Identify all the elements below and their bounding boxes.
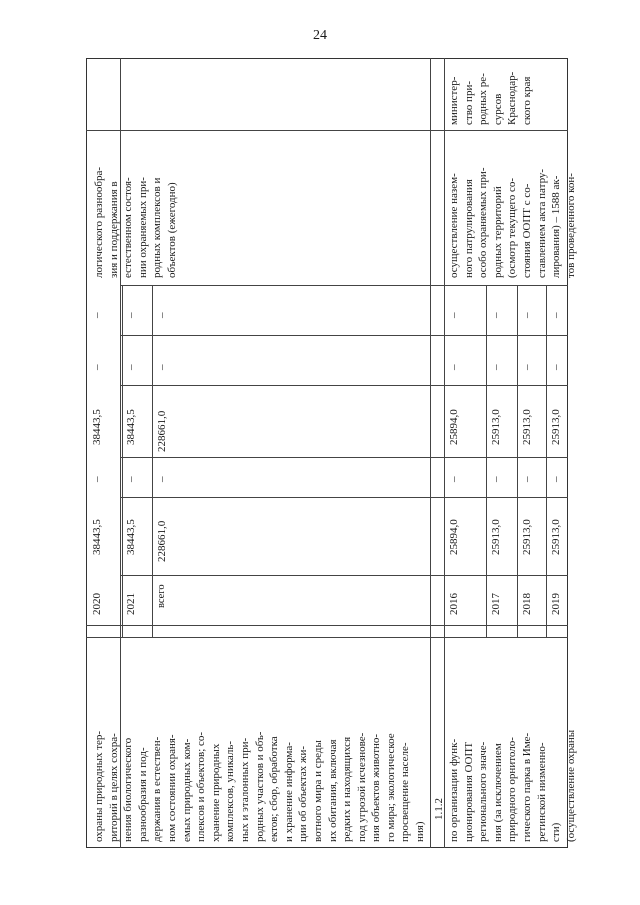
block2-total-2016: 25894,0	[448, 519, 460, 555]
block1-c5-all: –	[156, 312, 168, 318]
col-line	[86, 637, 568, 638]
block1-total-2020: 38443,5	[91, 519, 103, 555]
row-line	[444, 58, 445, 848]
block2-total-2017: 25913,0	[490, 519, 502, 555]
col-line	[120, 457, 568, 458]
block1-c4-2020: –	[91, 364, 103, 370]
block2-c4-2018: –	[521, 364, 533, 370]
block2-year-2019: 2019	[550, 593, 562, 615]
block2-total-2018: 25913,0	[521, 519, 533, 555]
block2-total-2019: 25913,0	[550, 519, 562, 555]
block1-description: охраны природных тер- риторий в целях сохра- нения биологического разнообразия и под- держания в естествен- ном состоянии охраня- емых природных ком- плексов и объектов; со- хранение природных комплексов, уникаль- ных и эталонных при- родных участков и объ- ектов; сбор, обработка и хранение информа- ции об объектах жи- вотного мира и среды их обитания, включая редких и находящихся под угрозой исчезнове- ния объектов животно- го мира; экологическое просвещение населе- ния)	[93, 730, 427, 842]
block2-c4-2016: –	[448, 364, 460, 370]
block1-c3-2021: 38443,5	[125, 409, 137, 445]
row-line	[152, 285, 153, 637]
col-line	[120, 497, 568, 498]
col-line	[120, 285, 568, 286]
block2-c4-2019: –	[550, 364, 562, 370]
block2-result: осуществление назем- ного патрулирования особо охраняемых при- родных территорий (осмотр текущего со- стояния ООПТ с со- ставлением акта патру- лирования) – 1588 ак- тов проведенного кон-	[448, 167, 577, 278]
block2-c5-2018: –	[521, 312, 533, 318]
col-line	[120, 575, 568, 576]
block1-c2-2020: –	[91, 476, 103, 482]
block1-total-2021: 38443,5	[125, 519, 137, 555]
row-line	[122, 285, 123, 637]
block1-c5-2020: –	[91, 312, 103, 318]
block2-c2-2019: –	[550, 476, 562, 482]
block1-c3-all: 228661,0	[156, 410, 168, 452]
block2-year-2017: 2017	[490, 593, 502, 615]
block2-c3-2017: 25913,0	[490, 409, 502, 445]
block2-executor: министер- ство при- родных ре- сурсов Краснодар- ского края	[448, 71, 533, 125]
row-line	[517, 285, 518, 637]
block2-c2-2016: –	[448, 476, 460, 482]
col-line	[120, 385, 568, 386]
row-line	[430, 58, 431, 848]
block2-c5-2019: –	[550, 312, 562, 318]
col-line	[120, 335, 568, 336]
block1-year-2020: 2020	[91, 593, 103, 615]
block1-year-total: всего	[156, 584, 167, 608]
col-line	[86, 625, 568, 626]
row-line	[486, 285, 487, 637]
block2-c5-2016: –	[448, 312, 460, 318]
block1-c4-2021: –	[125, 364, 137, 370]
block2-c3-2018: 25913,0	[521, 409, 533, 445]
block2-c2-2017: –	[490, 476, 502, 482]
block2-number: 1.1.2	[433, 798, 445, 820]
block1-c2-2021: –	[125, 476, 137, 482]
block1-result: логического разнообра- зия и поддержания в естественном состоя- нии охраняемых при- родных комплексов и объектов (ежегодно)	[93, 167, 178, 278]
block1-c5-2021: –	[125, 312, 137, 318]
block2-c4-2017: –	[490, 364, 502, 370]
row-line	[546, 285, 547, 637]
block1-year-2021: 2021	[125, 593, 137, 615]
block2-description: по организации функ- ционирования ООПТ регионального значе- ния (за исключением природного орнитоло- гического парка в Име- ретинской низменно- сти) (осуществление охраны	[448, 729, 577, 842]
block2-year-2018: 2018	[521, 593, 533, 615]
block2-year-2016: 2016	[448, 593, 460, 615]
block1-c4-all: –	[156, 364, 168, 370]
block1-c3-2020: 38443,5	[91, 409, 103, 445]
block1-c2-all: –	[156, 476, 168, 482]
block2-c3-2019: 25913,0	[550, 409, 562, 445]
block2-c2-2018: –	[521, 476, 533, 482]
page-number: 24	[313, 28, 327, 43]
col-line	[86, 130, 568, 131]
block2-c5-2017: –	[490, 312, 502, 318]
block1-total-all: 228661,0	[156, 520, 168, 562]
block2-c3-2016: 25894,0	[448, 409, 460, 445]
